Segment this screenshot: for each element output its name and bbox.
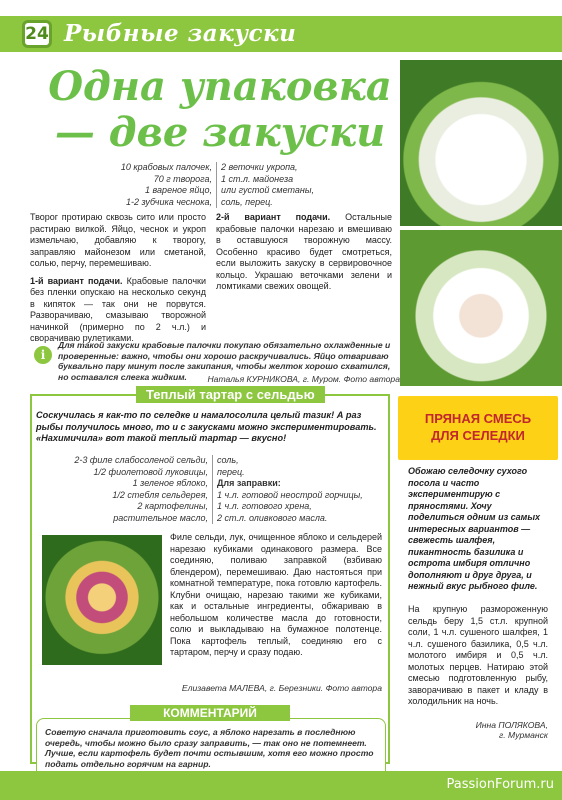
dressing-label: Для заправки: <box>217 478 281 488</box>
page-number: 24 <box>22 20 52 48</box>
variant-1-text: Крабовые палочки без пленки опускаю на несколько секунд в кипяток — так они не порвутся. Разворачиваю, смазываю творожной начинкой (примерно по 2 ч.л.) и сворачиваю рулетиками. <box>30 275 206 343</box>
footer-bar <box>0 771 562 800</box>
ingredient: 2 картофелины, <box>137 501 208 511</box>
sidebar-title-line: ПРЯНАЯ СМЕСЬ <box>424 411 532 426</box>
paragraph: Творог протираю сквозь сито или просто растираю вилкой. Яйцо, чеснок и укроп измельчаю, добавляю к творогу, заправляю майонезом или сметаной, солью, перчу, перемешиваю. <box>30 212 206 268</box>
sidebar-title <box>398 410 558 444</box>
tartar-title: Теплый тартар с сельдью <box>136 386 325 403</box>
variant-2-label: 2-й вариант подачи. <box>216 212 331 222</box>
ingredient: 1 ст.л. майонеза <box>221 173 294 184</box>
ingredient: растительное масло, <box>113 512 208 523</box>
ingredient: соль, перец. <box>221 196 273 207</box>
variant-2-text: Остальные крабовые палочки нарезаю и вмешиваю в оставшуюся творожную массу. Особенно красиво будет смотреться, если выложить закуску в сервировочное кольцо. Украшаю веточками зелени и ломтиками свежих овощей. <box>216 212 392 291</box>
ingredients-list-right <box>216 162 356 208</box>
ingredient: 1 вареное яйцо, <box>145 185 212 195</box>
ingredient: 2 веточки укропа, <box>221 162 298 172</box>
ingredient: 1 ч.л. готовой неострой горчицы, <box>217 489 363 500</box>
sidebar-title-line: ДЛЯ СЕЛЕДКИ <box>431 428 525 443</box>
tartar-intro: Соскучилась я как-то по селедке и намалосолила целый тазик! А раз рыбы получилось много, то и с закусками можно экспериментировать. «Нахимичила» вот такой теплый тартар — вкусно! <box>36 410 377 444</box>
comment-title: КОММЕНТАРИЙ <box>130 705 290 721</box>
article-column-2 <box>216 212 392 299</box>
sidebar-header <box>398 396 558 460</box>
ingredient: 70 г творога, <box>153 173 212 184</box>
tartar-body: Филе сельди, лук, очищенное яблоко и сельдерей нарезаю кубиками одинакового размера. Все соединяю, поливаю заправкой (взбиваю блендером), перемешиваю. Даю настояться при комнатной температуре, пока готовлю картофель. Клубни очищаю, нарезаю такими же кубиками, как и остальные ингредиенты, обжариваю в небольшом количестве масла до готовности, солю и выкладываю на бумажное полотенце. Пока картофель теплый, соединяю его с тартаром, перчу и сразу подаю. <box>170 532 382 657</box>
sidebar-author <box>408 720 548 740</box>
crab-rolls-photo <box>400 60 562 226</box>
info-icon: i <box>34 346 52 364</box>
article-1-author: Наталья КУРНИКОВА, г. Муром. Фото автора <box>207 374 400 384</box>
tartar-ingredients-left <box>58 455 208 524</box>
ingredient: 2 ст.л. оливкового масла. <box>217 512 328 523</box>
sidebar-author-name: Инна ПОЛЯКОВА, <box>475 720 548 730</box>
watermark: PassionForum.ru <box>446 777 554 792</box>
ingredient: 1/2 стебля сельдерея, <box>112 489 208 500</box>
ingredient: перец. <box>217 466 245 477</box>
ingredient: 1 зеленое яблоко, <box>132 478 208 488</box>
sidebar-body: На крупную размороженную сельдь беру 1,5 ст.л. крупной соли, 1 ч.л. сушеного шалфея, 1 ч.л. сушеного базилика, 0,5 ч.л. молотого имбиря и 0,5 ч.л. молотых перцев. Натираю этой смесью подготовленную рыбу, заворачиваю в пакет и кладу в холодильник на ночь. <box>408 604 548 706</box>
ingredient: 10 крабовых палочек, <box>120 162 212 172</box>
tip-text: Для такой закуски крабовые палочки покупаю обязательно охлажденные и проверенные: важно, чтобы они хорошо раскручивались. Яйцо отвариваю буквально пару минут после закипания, чтобы желток хорошо схватился, но оставался слегка жидким. <box>58 340 391 382</box>
sidebar-intro: Обожаю селедочку сухого посола и часто экспериментирую с пряностями. Хочу поделиться одним из самых интересных вариантов — свежесть шалфея, пикантность базилика и острота имбиря отлично дополняют и друг друга, и нежный вкус рыбного филе. <box>408 466 541 591</box>
ingredient: 1-2 зубчика чеснока, <box>125 196 212 207</box>
ingredient: 1/2 фиолетовой луковицы, <box>93 466 208 477</box>
crab-salad-ring-photo <box>400 230 562 386</box>
sidebar-author-city: г. Мурманск <box>498 730 548 740</box>
article-2-author: Елизавета МАЛЕВА, г. Березники. Фото автора <box>181 683 382 693</box>
rubric-title: Рыбные закуски <box>64 20 297 47</box>
tartar-ingredients-right <box>212 455 382 524</box>
paragraph <box>30 276 206 345</box>
variant-1-label: 1-й вариант подачи. <box>30 275 123 286</box>
tartar-photo <box>42 535 162 665</box>
ingredient: 1 ч.л. готового хрена, <box>217 501 312 511</box>
ingredient: 2-3 филе слабосоленой сельди, <box>74 455 208 465</box>
ingredient: или густой сметаны, <box>221 185 314 195</box>
article-column-1 <box>30 212 206 351</box>
ingredients-list-left <box>72 162 212 208</box>
paragraph <box>216 212 392 293</box>
ingredient: соль, <box>217 455 239 465</box>
comment-text: Советую сначала приготовить соус, а яблоко нарезать в последнюю очередь, чтобы можно было сразу заправить, — так оно не потемнеет. Лучше, если картофель будет почти остывшим, хотя его можно просто подать отдельно горячим на гарнир. <box>45 727 374 769</box>
article-title: Одна упаковка — две закуски <box>48 63 392 156</box>
